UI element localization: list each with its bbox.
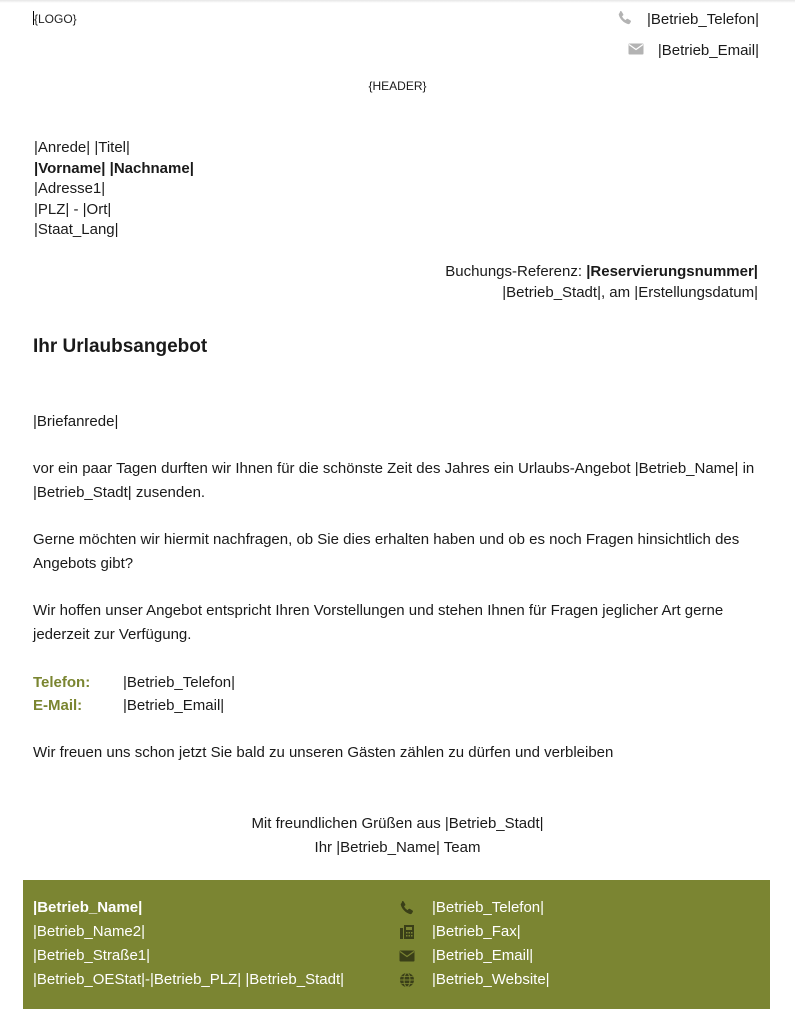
header-email: |Betrieb_Email| <box>628 41 759 59</box>
phone-label: Telefon: <box>33 674 91 691</box>
phone-icon <box>398 900 416 916</box>
footer-website: |Betrieb_Website| <box>398 968 550 992</box>
globe-icon <box>398 972 416 988</box>
letter-salutation: |Briefanrede| <box>33 413 119 430</box>
logo-placeholder: {LOGO} <box>34 12 77 26</box>
footer-phone: |Betrieb_Telefon| <box>398 896 550 920</box>
closing-greeting: Mit freundlichen Grüßen aus |Betrieb_Stadt| <box>251 815 544 832</box>
footer-city: |Betrieb_OEStat|-|Betrieb_PLZ| |Betrieb_Stadt| <box>33 971 345 988</box>
booking-reference <box>445 261 758 303</box>
phone-value: |Betrieb_Telefon| <box>123 674 236 691</box>
email-value: |Betrieb_Email| <box>123 697 225 714</box>
recipient-address <box>34 138 194 241</box>
header-placeholder: {HEADER} <box>368 79 427 93</box>
footer-name2: |Betrieb_Name2| <box>33 923 146 940</box>
recipient-zip-city: |PLZ| - |Ort| <box>34 200 112 218</box>
reference-number: |Reservierungsnummer| <box>586 263 758 280</box>
footer-street: |Betrieb_Straße1| <box>33 947 151 964</box>
footer-address <box>33 896 344 992</box>
closing <box>0 812 795 860</box>
letter-title: Ihr Urlaubsangebot <box>33 336 208 357</box>
envelope-icon <box>628 41 644 57</box>
footer-email: |Betrieb_Email| <box>398 944 550 968</box>
recipient-street: |Adresse1| <box>34 180 106 197</box>
footer <box>23 880 770 1009</box>
footer-name: |Betrieb_Name| <box>33 899 143 916</box>
footer-contacts <box>398 896 550 992</box>
header-phone: |Betrieb_Telefon| <box>617 10 759 28</box>
recipient-salutation-title: |Anrede| |Titel| <box>34 139 130 156</box>
fax-icon <box>398 924 416 940</box>
paragraph-2: Gerne möchten wir hiermit nachfragen, ob Sie dies erhalten haben und ob es noch Fragen hinsichtlich des Angebots gibt? <box>33 531 740 572</box>
recipient-name: |Vorname| |Nachname| <box>34 159 194 177</box>
paragraph-1: vor ein paar Tagen durften wir Ihnen für die schönste Zeit des Jahres ein Urlaubs-Angebot |Betrieb_Name| in |Betrieb_Stadt| zusenden. <box>33 460 755 501</box>
reference-label: Buchungs-Referenz: <box>445 263 587 280</box>
email-label: E-Mail: <box>33 697 83 714</box>
phone-icon <box>617 10 633 26</box>
page-top-shadow <box>0 0 795 3</box>
place-date: |Betrieb_Stadt|, am |Erstellungsdatum| <box>502 284 758 301</box>
paragraph-4: Wir freuen uns schon jetzt Sie bald zu unseren Gästen zählen zu dürfen und verbleiben <box>33 744 614 761</box>
footer-fax: |Betrieb_Fax| <box>398 920 550 944</box>
recipient-country: |Staat_Lang| <box>34 221 119 238</box>
closing-team: Ihr |Betrieb_Name| Team <box>314 839 481 856</box>
envelope-icon <box>398 948 416 964</box>
contact-block <box>33 671 763 717</box>
paragraph-3: Wir hoffen unser Angebot entspricht Ihren Vorstellungen und stehen Ihnen für Fragen jeglicher Art gerne jederzeit zur Verfügung. <box>33 602 724 643</box>
